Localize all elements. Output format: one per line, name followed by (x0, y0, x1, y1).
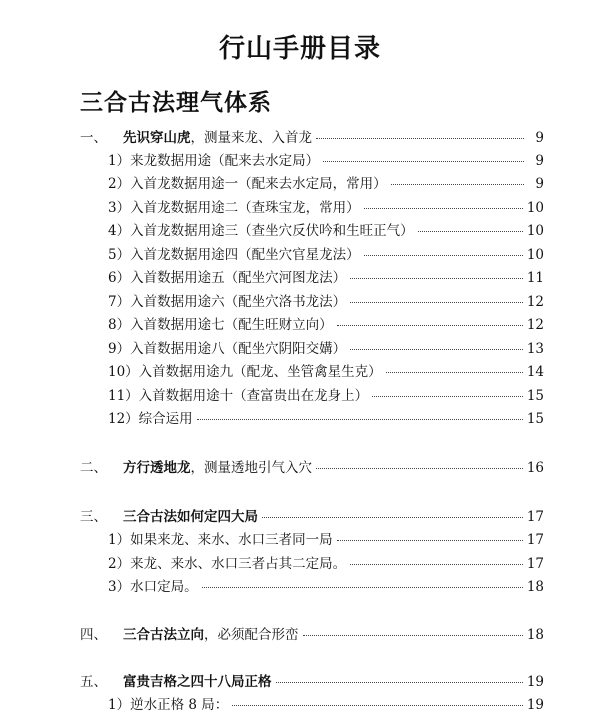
dot-leader (364, 208, 523, 209)
toc-subentry[interactable] (108, 360, 544, 382)
toc-entry-label: 11）入首数据用途十（查富贵出在龙身上） (108, 388, 369, 404)
toc-entry-label: 1）如果来龙、来水、水口三者同一局 (108, 532, 333, 548)
toc-page-number: 12 (526, 294, 544, 310)
toc-entry-bold-text: 富贵吉格之四十八局正格 (123, 674, 272, 690)
dot-leader (337, 325, 523, 326)
toc-entry-number: 五、 (80, 674, 107, 690)
toc-page-number: 10 (526, 247, 544, 263)
toc-subentry[interactable] (108, 219, 544, 241)
toc-subentry[interactable] (108, 243, 544, 265)
toc-section-entry[interactable] (80, 505, 544, 527)
toc-entry-label (80, 456, 312, 476)
toc-section-entry[interactable] (80, 623, 544, 645)
toc-entry-label (80, 670, 272, 690)
dot-leader (386, 372, 523, 373)
toc-entry-label: 5）入首龙数据用途四（配坐穴官星龙法） (108, 247, 360, 263)
toc-subentry[interactable] (108, 313, 544, 335)
toc-entry-label: 3）入首龙数据用途二（查珠宝龙，常用） (108, 200, 360, 216)
dot-leader (350, 302, 523, 303)
section-heading: 三合古法理气体系 (80, 90, 272, 116)
toc-entry-label: 1）来龙数据用途（配来去水定局） (108, 153, 320, 169)
toc-page-number: 9 (535, 153, 544, 169)
toc-entry-label: 8）入首数据用途七（配生旺财立向） (108, 317, 333, 333)
toc-subentry[interactable] (108, 196, 544, 218)
toc-page-number: 18 (526, 579, 544, 595)
dot-leader (350, 564, 523, 565)
toc-section-entry[interactable] (80, 670, 544, 692)
toc-entry-bold-text: 三合古法立向 (123, 627, 204, 643)
toc-entry-number: 二、 (80, 460, 107, 476)
toc-entry-label: 4）入首龙数据用途三（查坐穴反伏吟和生旺正气） (108, 223, 414, 239)
dot-leader (350, 278, 523, 279)
toc-page-number: 17 (526, 532, 544, 548)
dot-leader (262, 517, 523, 518)
toc-entry-label: 1）逆水正格 8 局： (108, 697, 229, 713)
toc-page-number: 19 (526, 674, 544, 690)
toc-page-number: 15 (526, 388, 544, 404)
toc-entry-number: 四、 (80, 627, 107, 643)
toc-subentry[interactable] (108, 149, 544, 171)
toc-entry-label: 12）综合运用 (108, 411, 193, 427)
toc-entry-bold-text: 先识穿山虎 (123, 130, 191, 146)
dot-leader (391, 184, 524, 185)
toc-entry-label (80, 505, 258, 525)
toc-entry-label: 7）入首数据用途六（配坐穴洛书龙法） (108, 294, 347, 310)
toc-entry-rest-text: ，测量来龙、入首龙 (190, 130, 312, 146)
dot-leader (418, 231, 523, 232)
dot-leader (316, 138, 524, 139)
toc-entry-label: 2）来龙、来水、水口三者占其二定局。 (108, 556, 347, 572)
dot-leader (197, 419, 523, 420)
toc-page-number: 17 (526, 556, 544, 572)
page-title: 行山手册目录 (218, 34, 381, 64)
dot-leader (337, 540, 523, 541)
toc-subentry[interactable] (108, 575, 544, 597)
toc-entry-label: 2）入首龙数据用途一（配来去水定局，常用） (108, 176, 387, 192)
toc-subentry[interactable] (108, 528, 544, 550)
toc-page-number: 19 (526, 697, 544, 713)
toc-page-number: 9 (535, 130, 544, 146)
toc-page-number: 14 (526, 364, 544, 380)
toc-subentry[interactable] (108, 172, 544, 194)
toc-entry-label (80, 126, 312, 146)
toc-page-number: 18 (526, 627, 544, 643)
toc-subentry[interactable] (108, 552, 544, 574)
dot-leader (276, 682, 523, 683)
toc-subentry[interactable] (108, 266, 544, 288)
toc-entry-bold-text: 方行透地龙 (123, 460, 191, 476)
dot-leader (303, 635, 523, 636)
dot-leader (323, 161, 524, 162)
toc-entry-label (80, 623, 299, 643)
toc-entry-label: 9）入首数据用途八（配坐穴阴阳交媾） (108, 341, 347, 357)
toc-page-number: 10 (526, 223, 544, 239)
toc-page-number: 17 (526, 509, 544, 525)
toc-page-number: 15 (526, 411, 544, 427)
toc-entry-label: 10）入首数据用途九（配龙、坐管禽星生克） (108, 364, 382, 380)
dot-leader (316, 468, 523, 469)
dot-leader (372, 396, 523, 397)
toc-subentry[interactable] (108, 407, 544, 429)
toc-page-number: 9 (535, 176, 544, 192)
toc-entry-label: 3）水口定局。 (108, 579, 198, 595)
toc-page-number: 12 (526, 317, 544, 333)
toc-subentry[interactable] (108, 693, 544, 715)
dot-leader (350, 349, 523, 350)
toc-entry-number: 一、 (80, 130, 107, 146)
dot-leader (232, 705, 523, 706)
toc-page-number: 11 (526, 270, 544, 286)
toc-page-number: 13 (526, 341, 544, 357)
toc-subentry[interactable] (108, 384, 544, 406)
toc-entry-rest-text: ，必须配合形峦 (204, 627, 299, 643)
toc-section-entry[interactable] (80, 456, 544, 478)
dot-leader (202, 587, 523, 588)
toc-section-entry[interactable] (80, 126, 544, 148)
toc-entry-label: 6）入首数据用途五（配坐穴河图龙法） (108, 270, 347, 286)
toc-page-number: 10 (526, 200, 544, 216)
dot-leader (364, 255, 523, 256)
toc-entry-number: 三、 (80, 509, 107, 525)
toc-subentry[interactable] (108, 290, 544, 312)
toc-entry-rest-text: ，测量透地引气入穴 (190, 460, 312, 476)
toc-subentry[interactable] (108, 337, 544, 359)
toc-entry-bold-text: 三合古法如何定四大局 (123, 509, 258, 525)
toc-page-number: 16 (526, 460, 544, 476)
